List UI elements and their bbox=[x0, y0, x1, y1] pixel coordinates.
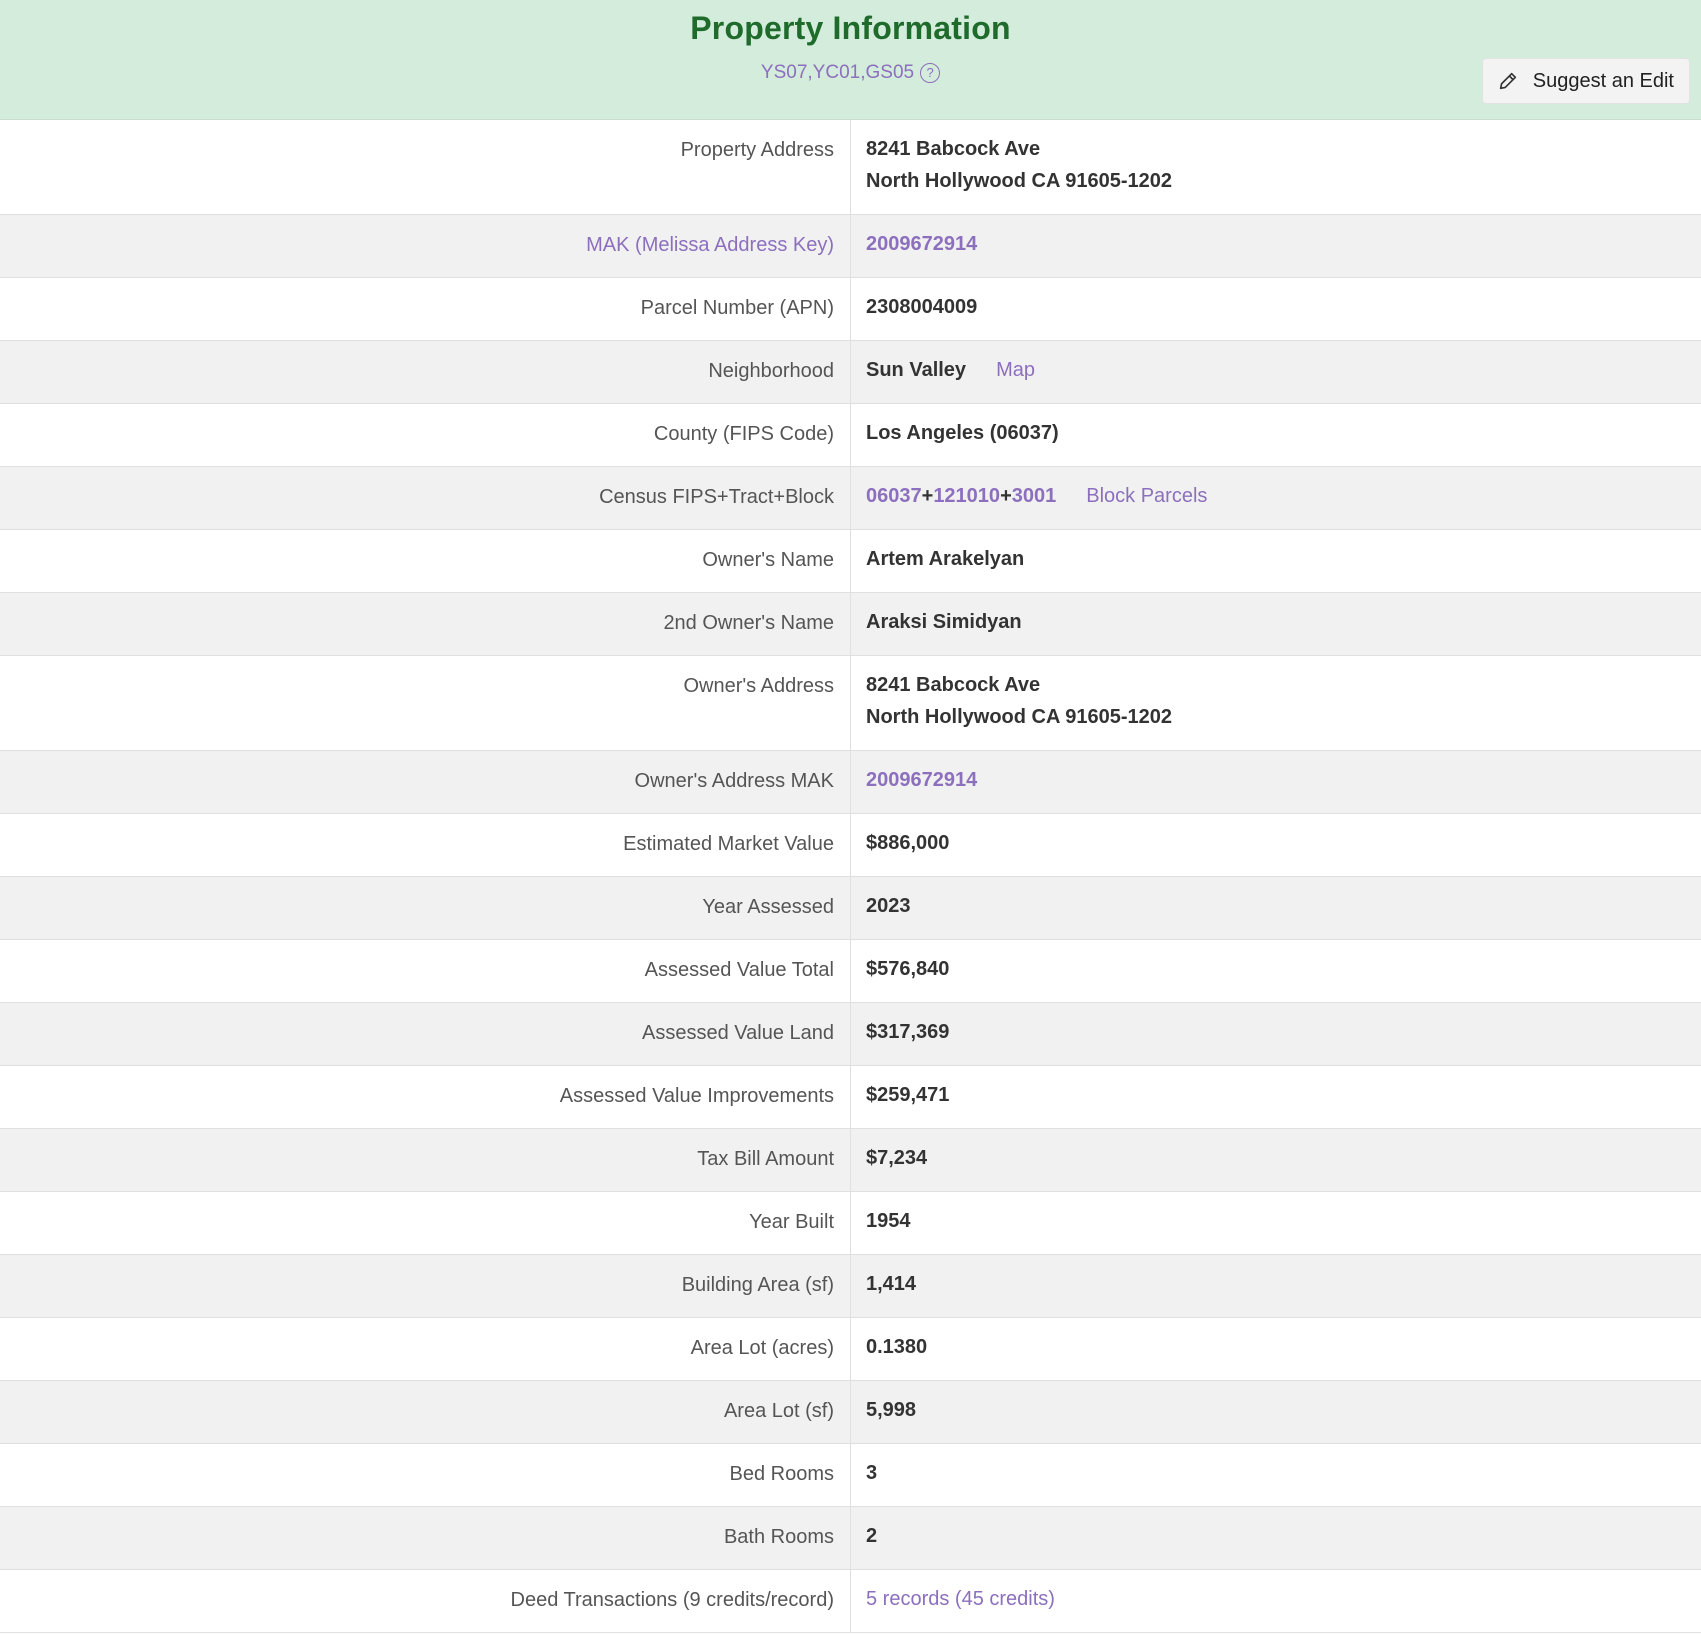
table-row bbox=[0, 877, 1701, 940]
table-row bbox=[0, 467, 1701, 530]
row-value: $317,369 bbox=[866, 1021, 950, 1043]
deed-records-link[interactable]: 5 records (45 credits) bbox=[866, 1588, 1055, 1610]
row-label: Assessed Value Land bbox=[0, 1003, 851, 1065]
row-value: 2308004009 bbox=[866, 296, 978, 318]
census-separator: + bbox=[1000, 485, 1012, 507]
row-label: Owner's Address bbox=[0, 656, 851, 750]
table-row bbox=[0, 404, 1701, 467]
row-value bbox=[851, 1564, 1701, 1632]
row-label: Area Lot (acres) bbox=[0, 1318, 851, 1380]
row-value: $7,234 bbox=[866, 1147, 928, 1169]
row-label: Bed Rooms bbox=[0, 1444, 851, 1506]
census-fips-link[interactable]: 06037 bbox=[866, 485, 922, 507]
row-value: $259,471 bbox=[866, 1084, 950, 1106]
table-row bbox=[0, 814, 1701, 877]
owner-mak-link[interactable]: 2009672914 bbox=[866, 769, 978, 791]
row-label: Year Assessed bbox=[0, 877, 851, 939]
row-value: 1954 bbox=[866, 1210, 911, 1232]
row-value: $576,840 bbox=[866, 958, 950, 980]
table-row bbox=[0, 120, 1701, 215]
table-row bbox=[0, 341, 1701, 404]
row-value: $886,000 bbox=[866, 832, 950, 854]
row-value: 1,414 bbox=[866, 1273, 917, 1295]
row-value: Los Angeles (06037) bbox=[866, 422, 1059, 444]
row-value bbox=[851, 335, 1701, 403]
row-label: Owner's Name bbox=[0, 530, 851, 592]
table-row bbox=[0, 1129, 1701, 1192]
result-codes-text: YS07,YC01,GS05 bbox=[760, 62, 915, 83]
row-label: Owner's Address MAK bbox=[0, 751, 851, 813]
table-row bbox=[0, 1570, 1701, 1633]
address-line1: 8241 Babcock Ave bbox=[866, 674, 1041, 696]
census-block-link[interactable]: 3001 bbox=[1011, 485, 1057, 507]
row-label: Census FIPS+Tract+Block bbox=[0, 467, 851, 529]
pencil-icon bbox=[1497, 70, 1519, 92]
row-label: Assessed Value Total bbox=[0, 940, 851, 1002]
suggest-edit-button[interactable] bbox=[1482, 58, 1690, 104]
row-label: 2nd Owner's Name bbox=[0, 593, 851, 655]
row-value: 2023 bbox=[866, 895, 911, 917]
table-row bbox=[0, 1255, 1701, 1318]
row-label: Area Lot (sf) bbox=[0, 1381, 851, 1443]
row-value bbox=[851, 114, 1701, 214]
row-label: Assessed Value Improvements bbox=[0, 1066, 851, 1128]
header-banner bbox=[0, 0, 1701, 120]
row-label: Year Built bbox=[0, 1192, 851, 1254]
table-row bbox=[0, 656, 1701, 751]
row-value: 0.1380 bbox=[866, 1336, 928, 1358]
address-line2: North Hollywood CA 91605-1202 bbox=[866, 706, 1173, 728]
mak-label-link[interactable]: MAK (Melissa Address Key) bbox=[0, 215, 851, 277]
row-label: Bath Rooms bbox=[0, 1507, 851, 1569]
neighborhood-name: Sun Valley bbox=[866, 359, 967, 381]
row-value bbox=[851, 461, 1701, 529]
table-row bbox=[0, 940, 1701, 1003]
table-row bbox=[0, 751, 1701, 814]
census-separator: + bbox=[921, 485, 934, 507]
table-row bbox=[0, 1444, 1701, 1507]
table-row bbox=[0, 1381, 1701, 1444]
property-table bbox=[0, 120, 1701, 1633]
address-line1: 8241 Babcock Ave bbox=[866, 138, 1041, 160]
row-value: 3 bbox=[866, 1462, 878, 1484]
row-value bbox=[851, 209, 1701, 277]
row-value: Artem Arakelyan bbox=[866, 548, 1025, 570]
table-row bbox=[0, 1318, 1701, 1381]
page-title: Property Information bbox=[690, 10, 1011, 46]
row-value bbox=[851, 745, 1701, 813]
map-link[interactable]: Map bbox=[996, 359, 1035, 381]
row-label: Tax Bill Amount bbox=[0, 1129, 851, 1191]
row-label: Parcel Number (APN) bbox=[0, 278, 851, 340]
row-label: Neighborhood bbox=[0, 341, 851, 403]
table-row bbox=[0, 593, 1701, 656]
row-label: Estimated Market Value bbox=[0, 814, 851, 876]
row-label: Property Address bbox=[0, 120, 851, 214]
row-label: Deed Transactions (9 credits/record) bbox=[0, 1570, 851, 1632]
census-tract-link[interactable]: 121010 bbox=[933, 485, 1001, 507]
block-parcels-link[interactable]: Block Parcels bbox=[1086, 485, 1208, 507]
table-row bbox=[0, 1192, 1701, 1255]
table-row bbox=[0, 278, 1701, 341]
row-value: 2 bbox=[866, 1525, 878, 1547]
result-codes bbox=[0, 62, 1701, 84]
row-value bbox=[851, 650, 1701, 750]
suggest-edit-label: Suggest an Edit bbox=[1532, 69, 1674, 92]
row-value: 5,998 bbox=[866, 1399, 917, 1421]
table-row bbox=[0, 530, 1701, 593]
help-icon[interactable]: ? bbox=[920, 63, 940, 83]
table-row bbox=[0, 1003, 1701, 1066]
row-value: Araksi Simidyan bbox=[866, 611, 1022, 633]
address-line2: North Hollywood CA 91605-1202 bbox=[866, 170, 1173, 192]
table-row bbox=[0, 1507, 1701, 1570]
table-row bbox=[0, 1066, 1701, 1129]
table-row bbox=[0, 215, 1701, 278]
row-label: County (FIPS Code) bbox=[0, 404, 851, 466]
mak-link[interactable]: 2009672914 bbox=[866, 233, 978, 255]
row-label: Building Area (sf) bbox=[0, 1255, 851, 1317]
